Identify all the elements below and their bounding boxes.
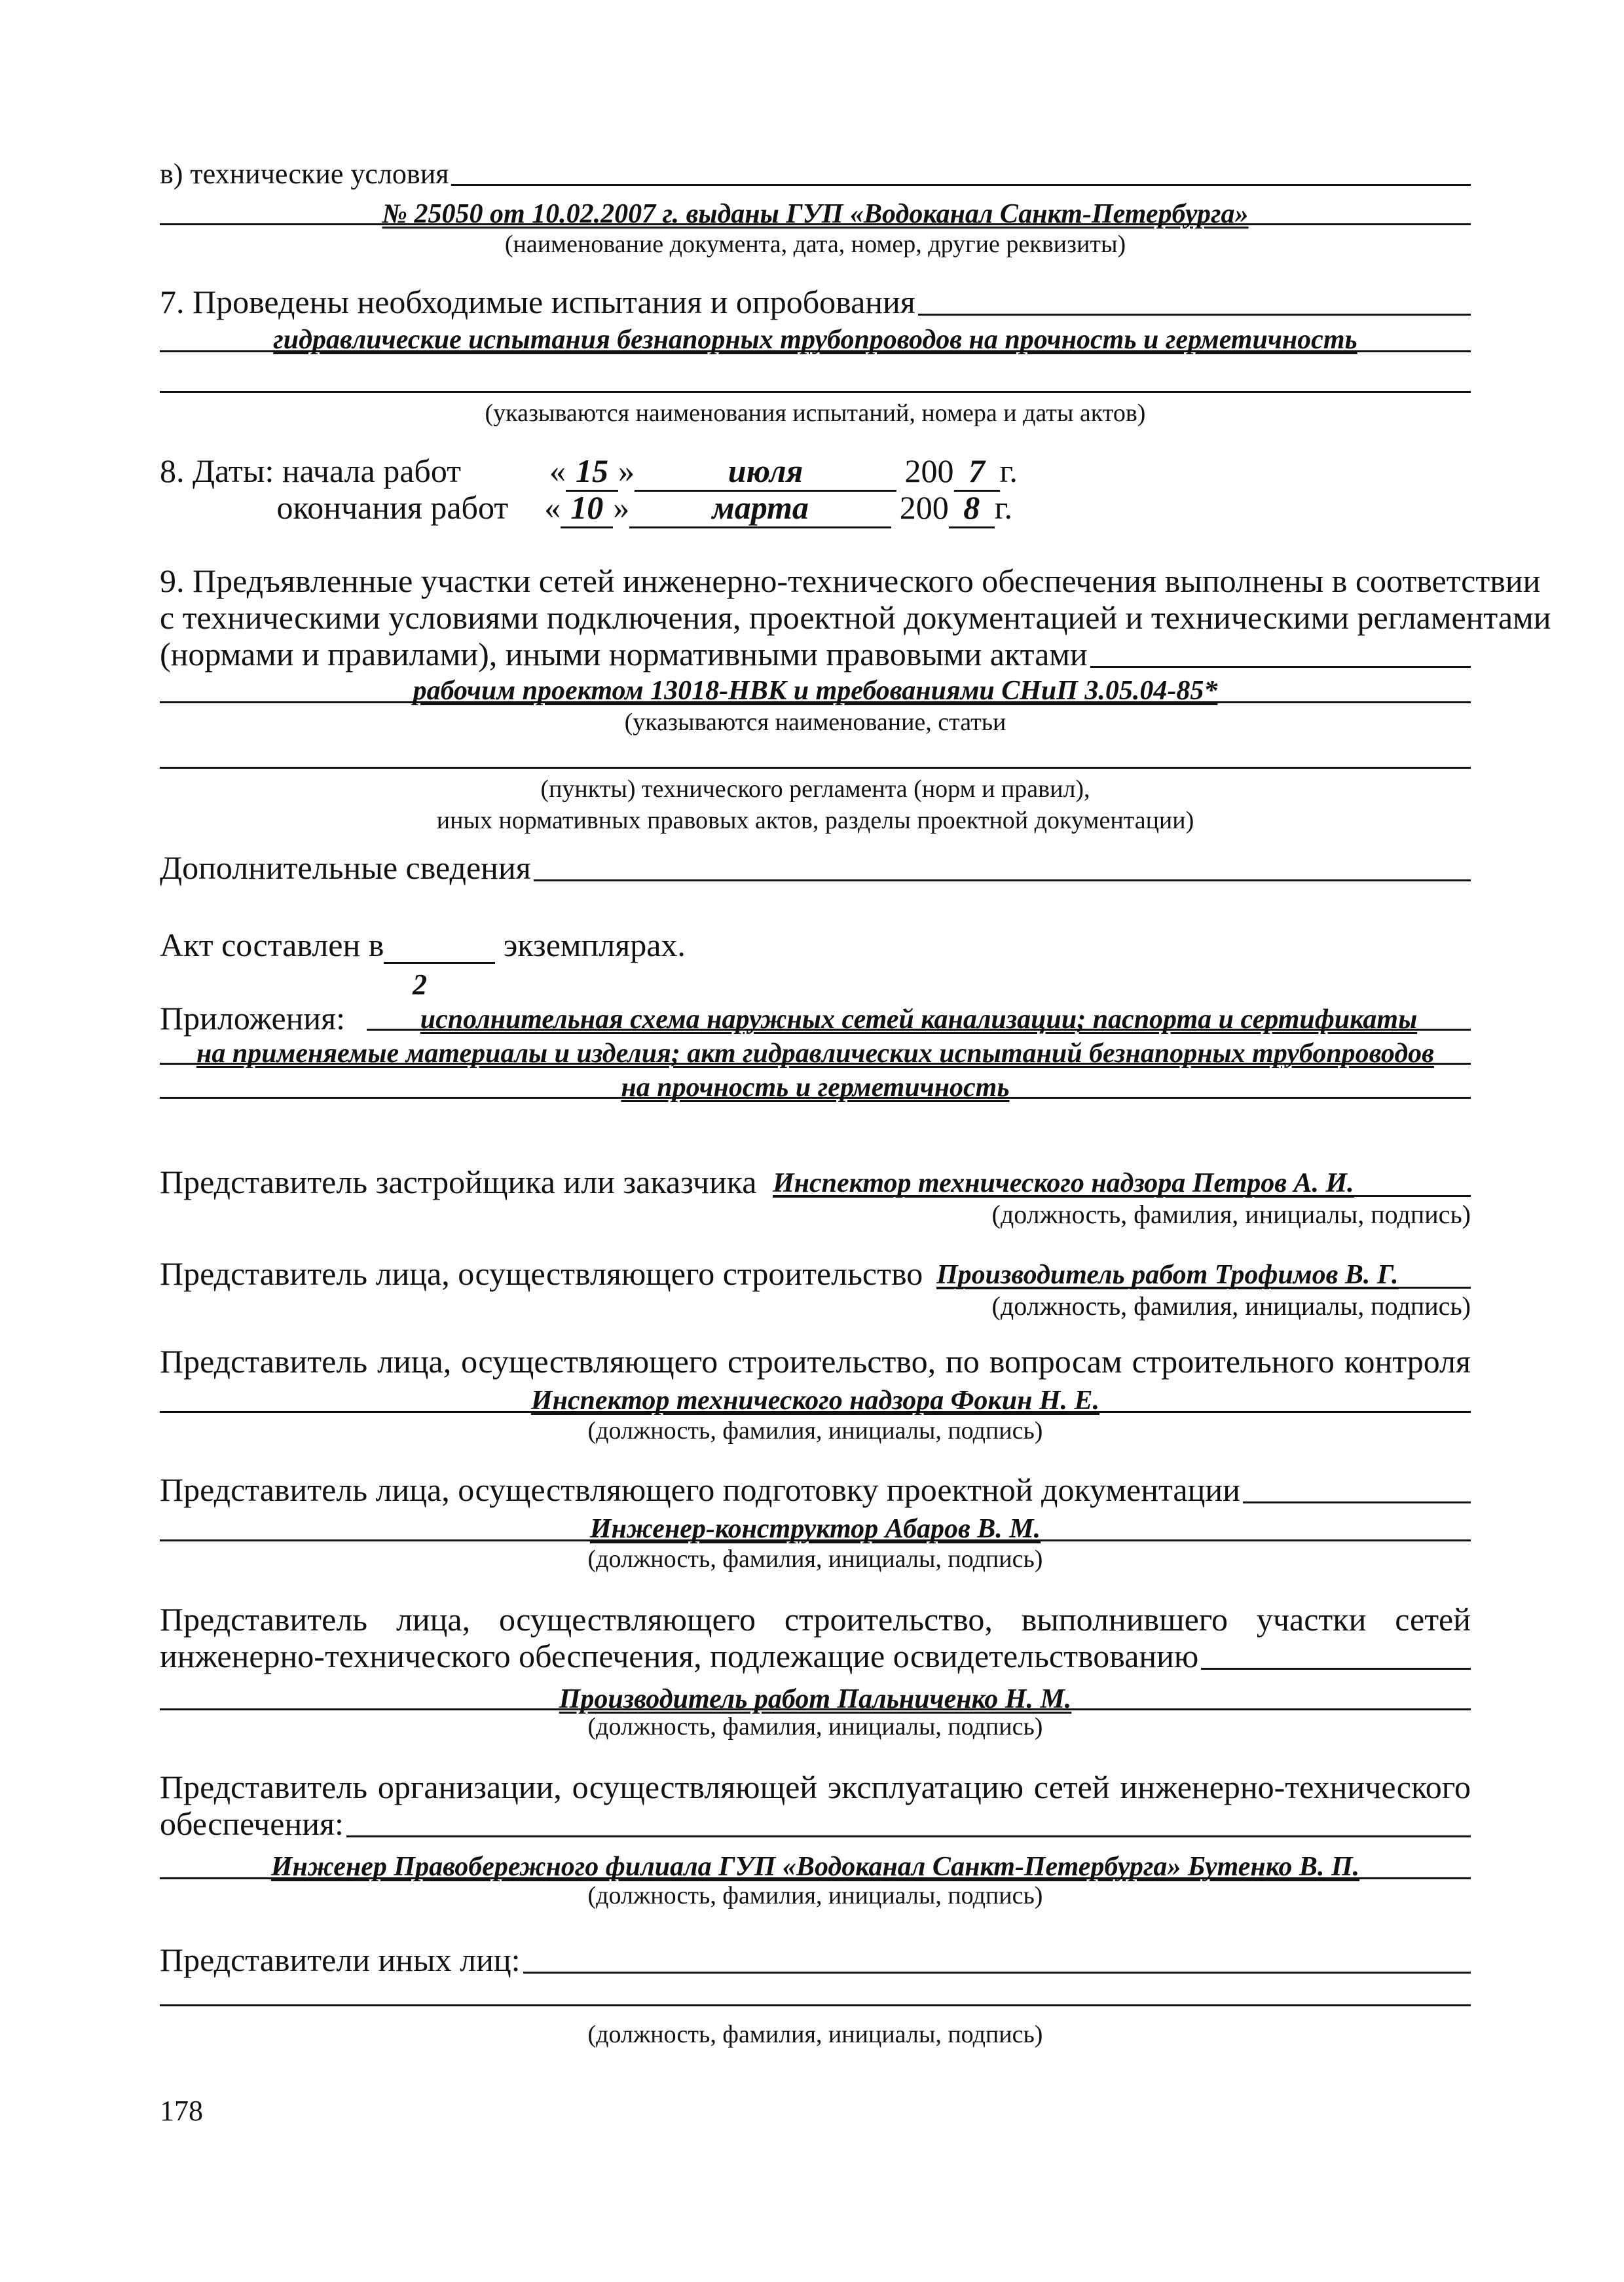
section-9-line2: с техническими условиями подключения, проектной документацией и техническими регламентами — [160, 599, 1551, 636]
copies-blank — [384, 932, 495, 964]
end-year-prefix: 200 — [899, 489, 949, 526]
section-9-caption1: (указываются наименование, статьи — [624, 709, 1006, 736]
rep-developer-rule — [773, 1194, 1471, 1197]
rep-operator-label2: обеспечения: — [160, 1805, 344, 1842]
section-9-caption2: (пункты) технического регламента (норм и правил), — [540, 775, 1090, 803]
appendices-line1: исполнительная схема наружных сетей канализации; паспорта и сертификаты — [420, 1004, 1418, 1035]
copies-row — [160, 926, 1471, 964]
appendices-line1-rule — [367, 1028, 1471, 1031]
end-year-digit: 8 — [949, 488, 995, 528]
rep-developer-label: Представитель застройщика или заказчика — [160, 1164, 757, 1200]
section-9-value-line — [160, 701, 1471, 703]
rep-executor-underline — [1201, 1667, 1471, 1670]
rep-operator-value: Инженер Правобережного филиала ГУП «Водоканал Санкт-Петербурга» Бутенко В. П. — [270, 1852, 1360, 1882]
rep-designer-row — [160, 1471, 1471, 1509]
end-open-quote: « — [544, 489, 561, 526]
additional-label: Дополнительные сведения — [160, 849, 531, 886]
dates-start-row — [160, 452, 1077, 492]
rep-operator-row2 — [160, 1805, 1471, 1843]
rep-others-row — [160, 1941, 1471, 1979]
end-close-quote: » — [613, 489, 630, 526]
appendices-line3: на прочность и герметичность — [621, 1073, 1010, 1103]
rep-others-underline — [523, 1971, 1471, 1974]
section-9-underline — [1090, 665, 1471, 668]
copies-label-before: Акт составлен в — [160, 927, 384, 963]
section-9-caption3: иных нормативных правовых актов, разделы проектной документации) — [436, 807, 1194, 834]
section-v-underline — [451, 183, 1471, 186]
rep-control-rule — [160, 1410, 1471, 1413]
rep-executor-value: Производитель работ Пальниченко Н. М. — [559, 1684, 1072, 1714]
section-v-caption: (наименование документа, дата, номер, другие реквизиты) — [504, 230, 1126, 258]
rep-executor-rule — [160, 1708, 1471, 1710]
rep-builder-label: Представитель лица, осуществляющего строительство — [160, 1255, 923, 1292]
page-number: 178 — [160, 2095, 203, 2127]
section-9-value: рабочим проектом 13018-НВК и требованиями СНиП 3.05.04-85* — [413, 676, 1218, 706]
end-year-suffix: г. — [994, 489, 1013, 526]
start-year-digit: 7 — [954, 452, 1000, 492]
start-label: начала работ — [282, 452, 462, 489]
section-7-row — [160, 283, 1471, 321]
appendices-line3-rule — [160, 1096, 1471, 1099]
rep-operator-underline — [346, 1835, 1471, 1837]
rep-executor-label1: Представитель лица, осуществляющего строительство, выполнившего участки сетей — [160, 1601, 1471, 1638]
section-9-line3-row — [160, 635, 1471, 673]
appendices-line2: на применяемые материалы и изделия; акт гидравлических испытаний безнапорных трубопроводов — [196, 1039, 1434, 1069]
rep-builder-value: Производитель работ Трофимов В. Г. — [936, 1260, 1399, 1290]
dates-end-row — [160, 488, 1077, 528]
rep-designer-caption: (должность, фамилия, инициалы, подпись) — [587, 1545, 1043, 1573]
start-close-quote: » — [618, 452, 635, 489]
rep-executor-row2 — [160, 1637, 1471, 1675]
start-open-quote: « — [549, 452, 566, 489]
section-7-label: 7. Проведены необходимые испытания и опробования — [160, 284, 915, 320]
rep-designer-value: Инженер-конструктор Абаров В. М. — [589, 1514, 1041, 1544]
section-v-label: в) технические условия — [160, 158, 449, 190]
rep-developer-value: Инспектор технического надзора Петров А. И. — [773, 1168, 1354, 1198]
copies-value: 2 — [413, 968, 427, 1001]
rep-control-value: Инспектор технического надзора Фокин Н. Е. — [530, 1386, 1100, 1416]
section-v-value-line — [160, 223, 1471, 225]
rep-designer-label: Представитель лица, осуществляющего подготовку проектной документации — [160, 1471, 1240, 1508]
rep-developer-caption: (должность, фамилия, инициалы, подпись) — [991, 1200, 1471, 1229]
rep-operator-caption: (должность, фамилия, инициалы, подпись) — [587, 1882, 1043, 1909]
end-label: окончания работ — [276, 489, 509, 526]
start-day: 15 — [566, 452, 618, 492]
dates-label: 8. Даты: — [160, 452, 274, 489]
additional-underline — [534, 879, 1471, 881]
section-9-line1: 9. Предъявленные участки сетей инженерно-технического обеспечения выполнены в соответствии — [160, 562, 1541, 599]
end-day: 10 — [561, 488, 613, 528]
end-month: марта — [629, 488, 891, 528]
rep-operator-rule — [160, 1877, 1471, 1879]
additional-row — [160, 849, 1471, 887]
rep-executor-caption: (должность, фамилия, инициалы, подпись) — [587, 1713, 1043, 1740]
appendices-label: Приложения: — [160, 1000, 346, 1037]
section-v-row — [160, 157, 1471, 191]
rep-others-blank-line — [160, 2004, 1471, 2006]
section-7-caption: (указываются наименования испытаний, номера и даты актов) — [485, 399, 1146, 427]
start-year-prefix: 200 — [904, 452, 954, 489]
rep-others-label: Представители иных лиц: — [160, 1942, 521, 1978]
appendices-line2-rule — [160, 1062, 1471, 1065]
copies-label-after: экземплярах. — [503, 927, 686, 963]
rep-builder-caption: (должность, фамилия, инициалы, подпись) — [991, 1291, 1471, 1321]
start-month: июля — [635, 452, 896, 492]
rep-others-caption: (должность, фамилия, инициалы, подпись) — [587, 2021, 1043, 2048]
rep-designer-underline — [1243, 1501, 1471, 1503]
rep-executor-label2: инженерно-технического обеспечения, подлежащие освидетельствованию — [160, 1638, 1199, 1674]
section-7-value: гидравлические испытания безнапорных трубопроводов на прочность и герметичность — [273, 325, 1357, 355]
section-9-blank-line — [160, 766, 1471, 769]
rep-designer-rule — [160, 1539, 1471, 1541]
start-year-suffix: г. — [999, 452, 1018, 489]
section-7-value-line — [160, 350, 1471, 352]
rep-operator-label1: Представитель организации, осуществляющей эксплуатацию сетей инженерно-технического — [160, 1769, 1471, 1805]
section-7-blank-line — [160, 390, 1471, 393]
rep-control-caption: (должность, фамилия, инициалы, подпись) — [587, 1417, 1043, 1445]
rep-builder-rule — [936, 1286, 1471, 1289]
section-9-line3: (нормами и правилами), иными нормативными правовыми актами — [160, 636, 1088, 672]
section-7-underline — [918, 313, 1471, 316]
section-v-value: № 25050 от 10.02.2007 г. выданы ГУП «Водоканал Санкт-Петербурга» — [382, 199, 1249, 229]
rep-control-label: Представитель лица, осуществляющего строительство, по вопросам строительного контроля — [160, 1343, 1471, 1380]
